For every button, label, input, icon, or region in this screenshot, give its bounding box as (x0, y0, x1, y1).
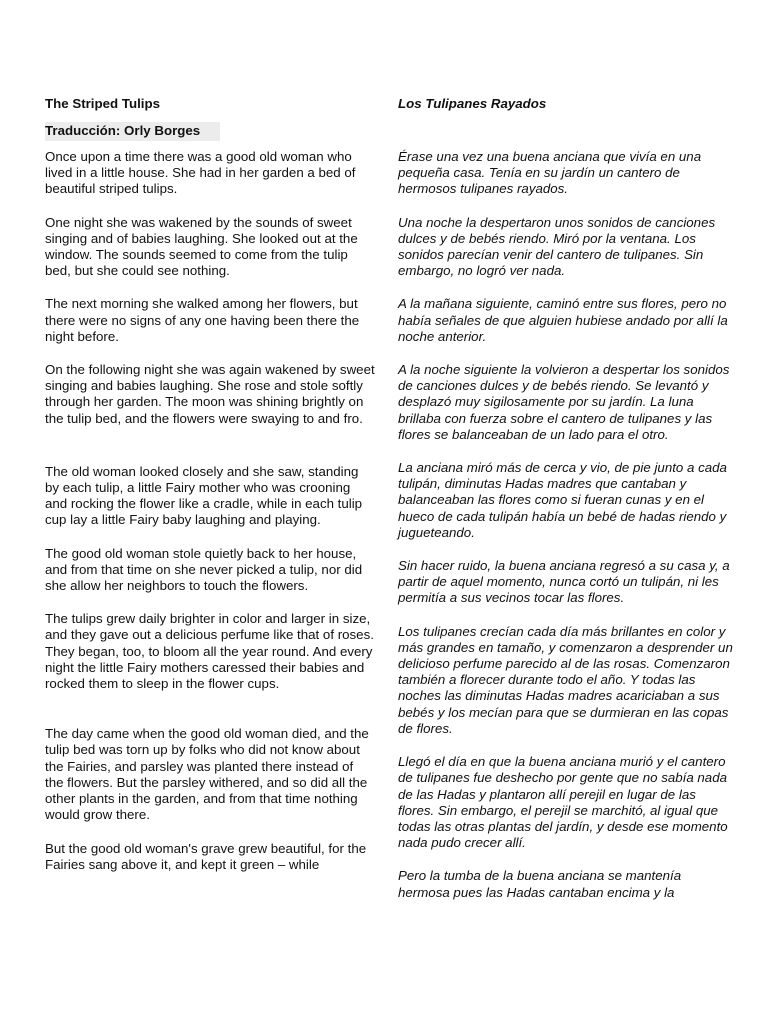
spanish-paragraph: Érase una vez una buena anciana que vivía en una pequeña casa. Tenía en su jardín un cantero de hermosos tulipanes rayados. (398, 149, 702, 197)
english-paragraph: On the following night she was again wakened by sweet singing and babies laughing. She rose and stole softly through her garden. The moon was shining brightly on the tulip bed, and the flowers were swaying to and fro. (45, 362, 375, 426)
english-paragraph: One night she was wakened by the sounds of sweet singing and of babies laughing. She looked out at the window. The sounds seemed to come from the tulip bed, but she could see nothing. (45, 214, 358, 279)
spanish-paragraph: Pero la tumba de la buena anciana se mantenía hermosa pues las Hadas cantaban encima y la (398, 868, 682, 900)
english-column (45, 96, 375, 890)
spanish-paragraph: Sin hacer ruido, la buena anciana regresó a su casa y, a partir de aquel momento, nunca cortó un tulipán, ni les permitía a sus vecinos tocar las flores. (398, 558, 730, 606)
spanish-title: Los Tulipanes Rayados (398, 96, 547, 111)
english-body (45, 149, 375, 873)
english-paragraph: The tulips grew daily brighter in color and larger in size, and they gave out a delicious perfume like that of roses. They began, too, to bloom all the year round. And every night the little Fairy mothers caressed their babies and rocked them to sleep in the flower cups. (45, 611, 374, 692)
spanish-column (398, 96, 733, 918)
english-paragraph: Once upon a time there was a good old woman who lived in a little house. She had in her garden a bed of beautiful striped tulips. (45, 149, 356, 197)
english-paragraph: The good old woman stole quietly back to her house, and from that time on she never picked a tulip, nor did she allow her neighbors to touch the flowers. (45, 545, 363, 594)
translator-credit: Traducción: Orly Borges (45, 122, 220, 141)
english-paragraph: But the good old woman's grave grew beautiful, for the Fairies sang above it, and kept it green – while (45, 840, 367, 872)
spanish-paragraph: A la noche siguiente la volvieron a despertar los sonidos de canciones dulces y de bebés riendo. Se levantó y desplazó muy sigilosamente por su jardín. La luna brillaba con fuerza sobre el cantero de tulipanes y las flores se balanceaban de un lado para el otro. (398, 362, 730, 442)
spanish-paragraph: La anciana miró más de cerca y vio, de pie junto a cada tulipán, diminutas Hadas madres que cantaban y balanceaban las flores como si fueran cunas y en el hueco de cada tulipán había un bebé de hadas riendo y jugueteando. (398, 460, 727, 540)
spanish-paragraph: Los tulipanes crecían cada día más brillantes en color y más grandes en tamaño, y comenzaron a desprender un delicioso perfume parecido al de las rosas. Comenzaron también a florecer durante todo el año. Y todas las noches las diminutas Hadas madres acariciaban a sus bebés y los mecían para que se durmieran en las copas de flores. (398, 623, 733, 736)
english-paragraph: The day came when the good old woman died, and the tulip bed was torn up by folks who did not know about the Fairies, and parsley was planted there instead of the flowers. But the parsley withered, and so did all the other plants in the garden, and from that time nothing would grow there. (45, 726, 369, 823)
spanish-paragraph: Llegó el día en que la buena anciana murió y el cantero de tulipanes fue deshecho por gente que no sabía nada de las Hadas y plantaron allí perejil en lugar de las flores. Sin embargo, el perejil se marchitó, al igual que todas las otras plantas del jardín, y desde ese momento nada pudo crecer allí. (398, 754, 728, 851)
spanish-paragraph: A la mañana siguiente, caminó entre sus flores, pero no había señales de que alguien hubiese andado por allí la noche anterior. (398, 296, 728, 344)
spanish-body (398, 149, 733, 901)
spanish-paragraph: Una noche la despertaron unos sonidos de canciones dulces y de bebés riendo. Miró por la ventana. Los sonidos parecían venir del cantero de tulipanes. Sin embargo, no logró ver nada. (398, 214, 716, 279)
english-paragraph: The next morning she walked among her flowers, but there were no signs of any one having been there the night before. (45, 296, 360, 344)
english-title: The Striped Tulips (45, 96, 160, 111)
english-paragraph: The old woman looked closely and she saw, standing by each tulip, a little Fairy mother who was crooning and rocking the flower like a cradle, while in each tulip cup lay a little Fairy baby laughing and playing. (45, 463, 363, 528)
